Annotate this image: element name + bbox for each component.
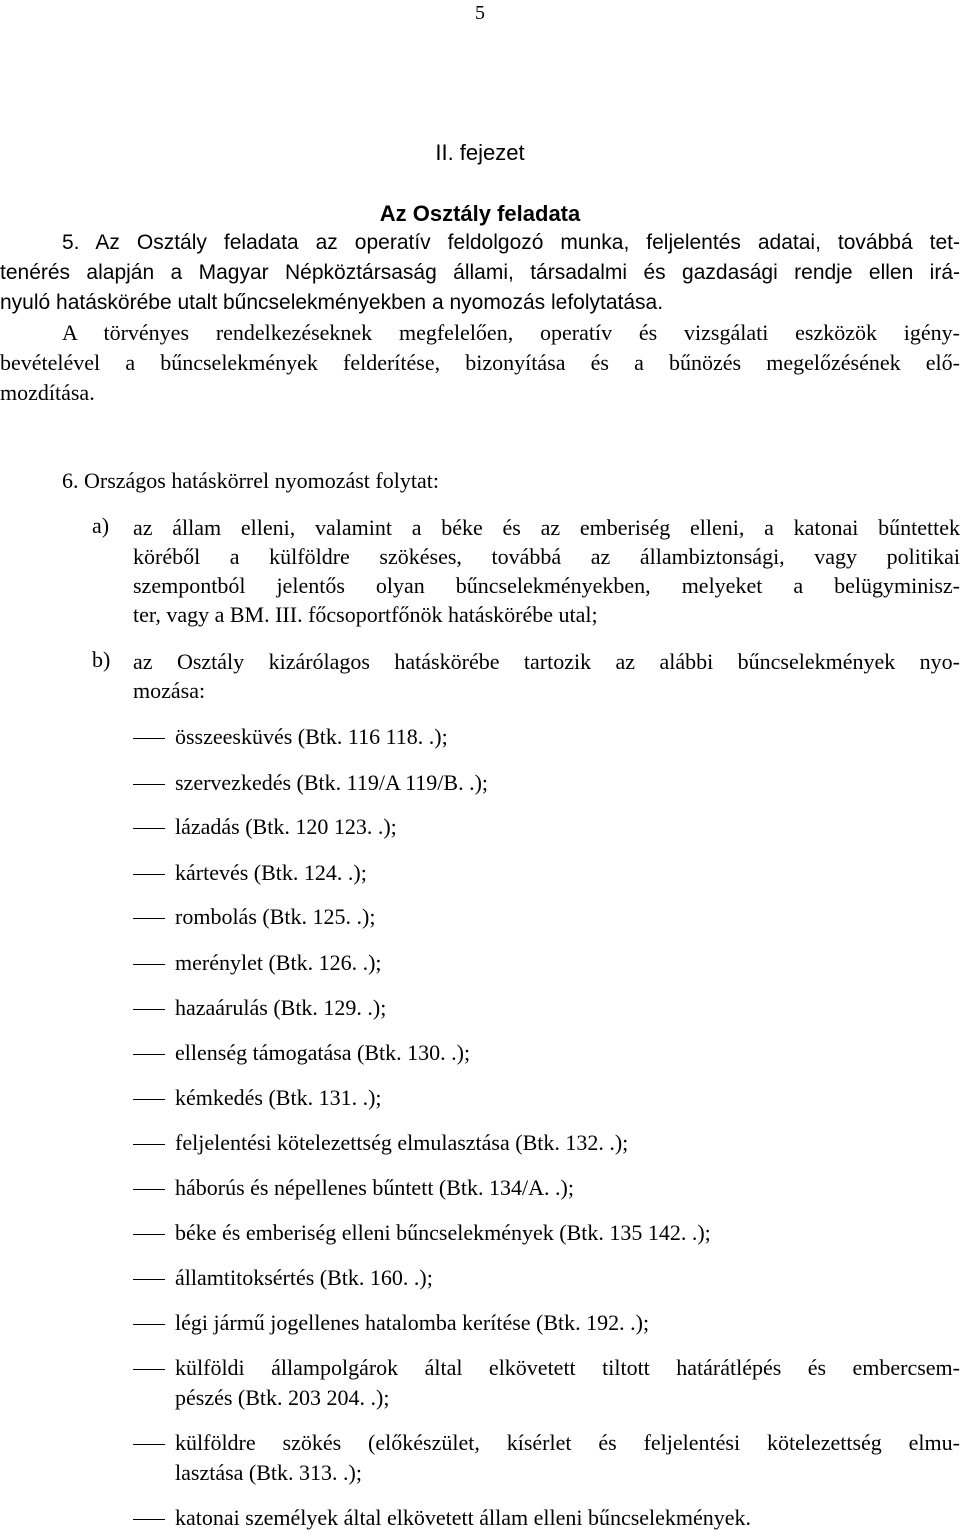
item-line: köréből a külföldre szökéses, továbbá az állambiztonsági, vagy politikai bbox=[133, 544, 960, 569]
list-item bbox=[175, 812, 960, 842]
list-dash-icon bbox=[133, 828, 165, 829]
list-item-line: hazaárulás (Btk. 129. .); bbox=[175, 995, 387, 1020]
list-dash-icon bbox=[133, 1189, 165, 1190]
list-item-line: pészés (Btk. 203 204. .); bbox=[175, 1385, 390, 1410]
list-dash-icon bbox=[133, 918, 165, 919]
list-item bbox=[175, 1218, 960, 1248]
list-dash-icon bbox=[133, 1099, 165, 1100]
list-item-line: lasztása (Btk. 313. .); bbox=[175, 1460, 362, 1485]
item-line: mozása: bbox=[133, 678, 206, 703]
list-dash-icon bbox=[133, 1144, 165, 1145]
item-a-label: a) bbox=[92, 513, 110, 538]
list-item bbox=[175, 993, 960, 1023]
section-title: Az Osztály feladata bbox=[379, 201, 581, 226]
list-dash-icon bbox=[133, 1324, 165, 1325]
paragraph-line: mozdítása. bbox=[0, 380, 95, 405]
list-item-line: külföldre szökés (előkészület, kísérlet és feljelentési kötelezettség elmu- bbox=[175, 1430, 960, 1455]
paragraph-line: bevételével a bűncselekmények felderítése, bizonyítása és a bűnözés megelőzésének elő- bbox=[0, 350, 960, 375]
list-item-line: összeesküvés (Btk. 116 118. .); bbox=[175, 724, 448, 749]
paragraph-line: nyuló hatáskörébe utalt bűncselekményekben a nyomozás lefolytatása. bbox=[0, 291, 664, 314]
list-item-line: merénylet (Btk. 126. .); bbox=[175, 950, 382, 975]
paragraph-line: tenérés alapján a Magyar Népköztársaság állami, társadalmi és gazdasági rendje ellen irá- bbox=[0, 261, 960, 284]
item-a-text bbox=[133, 513, 960, 629]
paragraph-5-continuation bbox=[0, 318, 960, 408]
list-item-line: kémkedés (Btk. 131. .); bbox=[175, 1085, 382, 1110]
list-item bbox=[175, 768, 960, 798]
list-dash-icon bbox=[133, 1054, 165, 1055]
list-item bbox=[175, 1308, 960, 1338]
list-item bbox=[175, 948, 960, 978]
list-dash-icon bbox=[133, 1444, 165, 1445]
list-dash-icon bbox=[133, 964, 165, 965]
list-dash-icon bbox=[133, 874, 165, 875]
list-item bbox=[175, 858, 960, 888]
list-item bbox=[175, 1083, 960, 1113]
list-dash-icon bbox=[133, 1519, 165, 1520]
list-item-line: háborús és népellenes bűntett (Btk. 134/A. .); bbox=[175, 1175, 574, 1200]
paragraph-6: 6. Országos hatáskörrel nyomozást folytat: bbox=[62, 468, 439, 493]
list-item-line: államtitoksértés (Btk. 160. .); bbox=[175, 1265, 433, 1290]
item-b-label: b) bbox=[92, 647, 111, 672]
list-item bbox=[175, 1353, 960, 1413]
list-item-line: katonai személyek által elkövetett állam elleni bűncselekmények. bbox=[175, 1505, 752, 1530]
list-dash-icon bbox=[133, 738, 165, 739]
paragraph-5 bbox=[0, 228, 960, 318]
list-item bbox=[175, 722, 960, 752]
list-item bbox=[175, 1428, 960, 1488]
list-item-line: kártevés (Btk. 124. .); bbox=[175, 860, 367, 885]
item-line: szempontból jelentős olyan bűncselekményekben, melyeket a belügyminisz- bbox=[133, 573, 960, 598]
list-dash-icon bbox=[133, 784, 165, 785]
list-item bbox=[175, 1038, 960, 1068]
list-item bbox=[175, 1128, 960, 1158]
list-item bbox=[175, 1173, 960, 1203]
list-item-line: feljelentési kötelezettség elmulasztása (Btk. 132. .); bbox=[175, 1130, 629, 1155]
list-item-line: külföldi állampolgárok által elkövetett tiltott határátlépés és embercsem- bbox=[175, 1355, 960, 1380]
list-item bbox=[175, 1263, 960, 1293]
item-b-text bbox=[133, 647, 960, 705]
list-dash-icon bbox=[133, 1369, 165, 1370]
list-item-line: rombolás (Btk. 125. .); bbox=[175, 904, 376, 929]
list-item-line: lázadás (Btk. 120 123. .); bbox=[175, 814, 397, 839]
item-line: az Osztály kizárólagos hatáskörébe tartozik az alábbi bűncselekmények nyo- bbox=[133, 649, 960, 674]
item-line: ter, vagy a BM. III. főcsoportfőnök hatáskörébe utal; bbox=[133, 602, 598, 627]
list-item-line: szervezkedés (Btk. 119/A 119/B. .); bbox=[175, 770, 489, 795]
chapter-heading: II. fejezet bbox=[435, 140, 525, 165]
item-line: az állam elleni, valamint a béke és az emberiség elleni, a katonai bűntettek bbox=[133, 515, 960, 540]
list-item-line: légi jármű jogellenes hatalomba kerítése (Btk. 192. .); bbox=[175, 1310, 650, 1335]
list-item-line: ellenség támogatása (Btk. 130. .); bbox=[175, 1040, 471, 1065]
list-dash-icon bbox=[133, 1009, 165, 1010]
list-dash-icon bbox=[133, 1234, 165, 1235]
list-dash-icon bbox=[133, 1279, 165, 1280]
list-item bbox=[175, 1503, 960, 1533]
paragraph-line: 5. Az Osztály feladata az operatív feldolgozó munka, feljelentés adatai, továbbá tet- bbox=[62, 231, 960, 254]
page-number: 5 bbox=[475, 2, 485, 24]
paragraph-line: A törvényes rendelkezéseknek megfelelően, operatív és vizsgálati eszközök igény- bbox=[62, 320, 960, 345]
list-item bbox=[175, 902, 960, 932]
list-item-line: béke és emberiség elleni bűncselekmények (Btk. 135 142. .); bbox=[175, 1220, 711, 1245]
